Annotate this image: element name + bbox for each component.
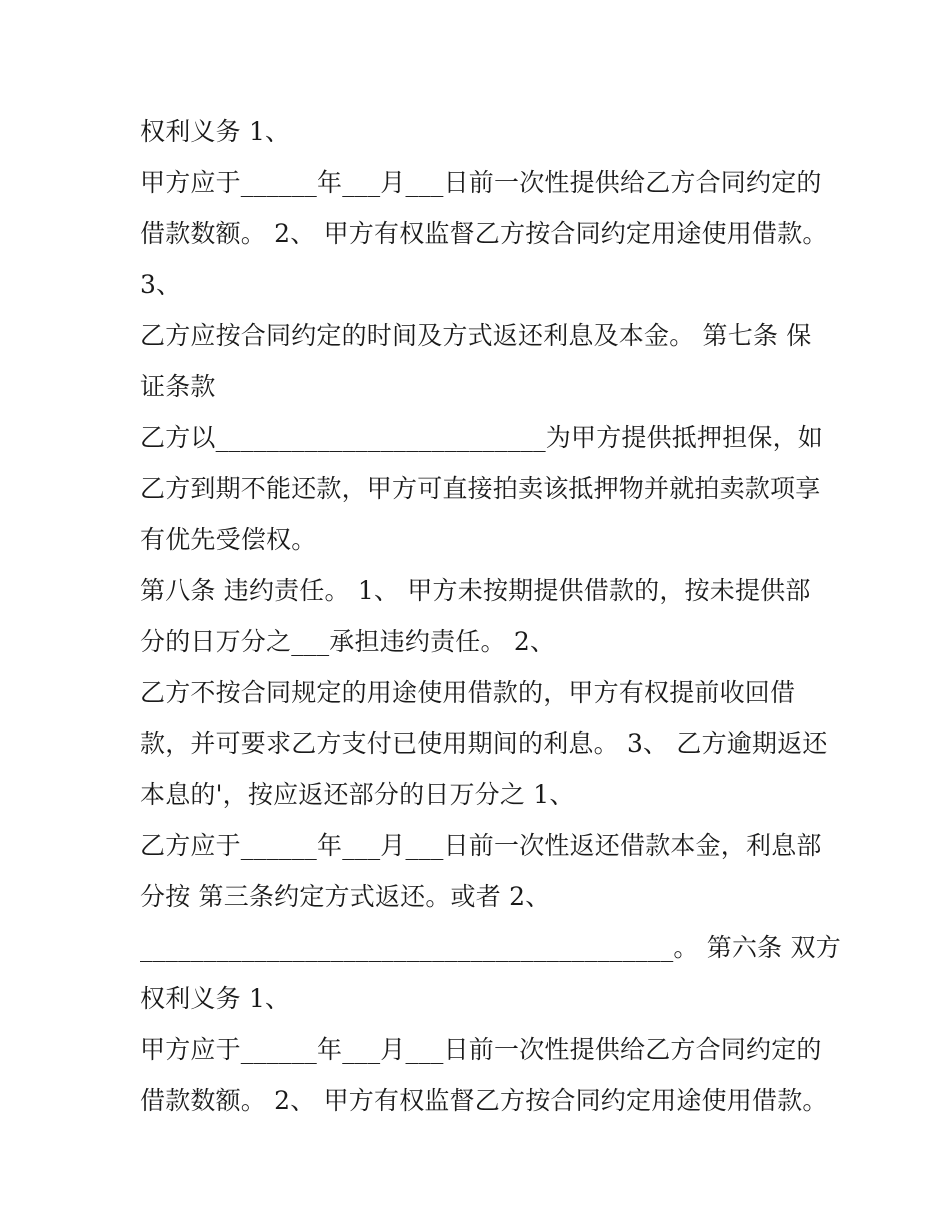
text-line: 款，并可要求乙方支付已使用期间的利息。 3、 乙方逾期返还 bbox=[140, 729, 828, 758]
text-line: 权利义务 1、 bbox=[140, 984, 291, 1013]
text-line: 乙方不按合同规定的用途使用借款的，甲方有权提前收回借 bbox=[140, 678, 796, 707]
contract-text bbox=[140, 106, 840, 1126]
text-line: 借款数额。 2、 甲方有权监督乙方按合同约定用途使用借款。 bbox=[140, 219, 828, 248]
text-line: __________________________________________。 第六条 双方 bbox=[140, 933, 841, 962]
text-line: 有优先受偿权。 bbox=[140, 525, 317, 554]
text-line: 第八条 违约责任。 1、 甲方未按期提供借款的，按未提供部 bbox=[140, 576, 811, 605]
text-line: 分按 第三条约定方式返还。或者 2、 bbox=[140, 882, 551, 911]
text-line: 分的日万分之___承担违约责任。 2、 bbox=[140, 627, 556, 656]
text-line: 本息的'，按应返还部分的日万分之 1、 bbox=[140, 780, 575, 809]
text-line: 甲方应于______年___月___日前一次性提供给乙方合同约定的 bbox=[140, 168, 822, 197]
text-line: 权利义务 1、 bbox=[140, 117, 291, 146]
text-line: 甲方应于______年___月___日前一次性提供给乙方合同约定的 bbox=[140, 1035, 822, 1064]
text-line: 乙方以__________________________为甲方提供抵押担保，如 bbox=[140, 423, 824, 452]
text-line: 借款数额。 2、 甲方有权监督乙方按合同约定用途使用借款。 bbox=[140, 1086, 828, 1115]
text-line: 乙方到期不能还款，甲方可直接拍卖该抵押物并就拍卖款项享 bbox=[140, 474, 821, 503]
text-line: 3、 bbox=[140, 270, 182, 299]
text-line: 证条款 bbox=[140, 372, 216, 401]
text-line: 乙方应按合同约定的时间及方式返还利息及本金。 第七条 保 bbox=[140, 321, 812, 350]
text-line: 乙方应于______年___月___日前一次性返还借款本金，利息部 bbox=[140, 831, 822, 860]
